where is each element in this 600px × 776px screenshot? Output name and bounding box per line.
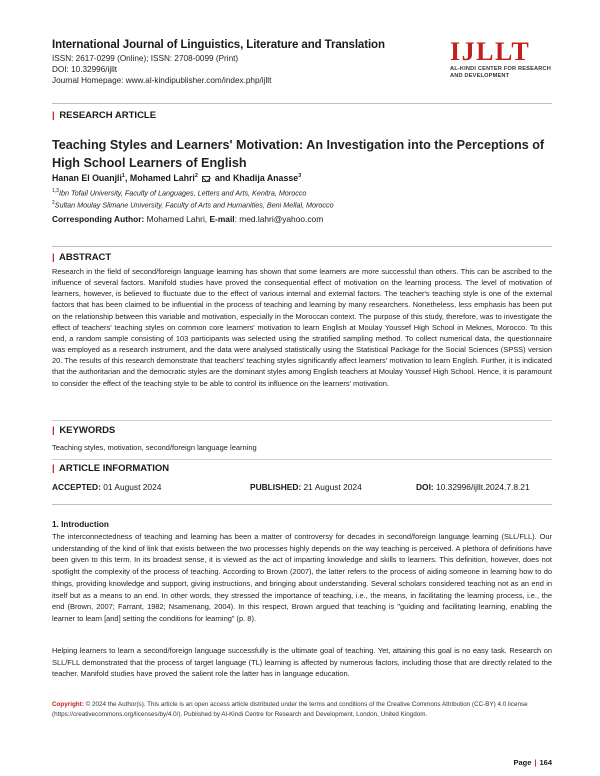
published-label: PUBLISHED:: [250, 482, 302, 492]
article-info-heading-text: ARTICLE INFORMATION: [58, 463, 170, 474]
journal-name: International Journal of Linguistics, Literature and Translation: [52, 39, 385, 51]
journal-header: [52, 38, 432, 86]
keywords-rule: [52, 420, 552, 421]
author-1: Hanan El Ouanjli: [52, 173, 122, 183]
accepted-date: [52, 482, 161, 492]
corresponding-author: [52, 214, 323, 224]
accepted-value: 01 August 2024: [103, 482, 162, 492]
email-label: E-mail: [209, 214, 235, 224]
abstract-text: Research in the field of second/foreign language learning has shown that some learners are more successful than others. This can be ascribed to the influence of several factors. Manifold studies have proved the consequential effect of motivation on the learning process. The level of motivation of learners, however, is believed to fluctuate due to the effect of various internal and external factors. The teacher's teaching style is one of the external factors that has been claimed to be influential in the process of teaching and learning by many researchers. Nonetheless, less emphasis has been put on the relationship between this variable and motivation, especially in the Moroccan context. The purpose of this study, therefore, was to investigate the effect of teachers' teaching styles on common core learners' motivation to learn English at Moulay Youssef High School in Meknes, Morocco. To this end, a random sample consisting of 103 participants was selected using the stratified sampling method. To collect numerical data, the questionnaire was employed as a research instrument, and the data were analysed statistically using the Statistical Package for the Social Sciences (SPSS) version 20. The results of this research demonstrate that teachers' teaching styles significantly affect learners' motivation to learn English. Further, it is indicated that the authoritarian and the democratic styles are the dominant styles among English teachers at Moulay Youssef High School. Hence, it is paramount to consider the effect of the teaching style to be able to control its influence on the learners' motivation.: [52, 267, 552, 388]
intro-paragraph-2: [52, 645, 552, 680]
intro-paragraph-1: [52, 531, 552, 625]
corresponding-label: Corresponding Author:: [52, 214, 145, 224]
journal-homepage[interactable]: Journal Homepage: www.al-kindipublisher.com/index.php/ijllt: [52, 76, 272, 85]
logo-subtitle-1: AL-KINDI CENTER FOR RESEARCH: [450, 66, 552, 72]
intro-paragraph-1-text: The interconnectedness of teaching and learning has been a matter of controversy for decades in second/foreign language learning (SLL/FLL). Our understanding of the kind of link that exists between the two processes highly depends on the way teaching is perceived. A plethora of definitions have been given to this term. In its broadest sense, it is viewed as the act of imparting knowledge and skills to learners. This definition, however, does not spotlight the complexity of the process of teaching. According to Brown (2007), the latter refers to the process of aiding someone in learning how to do things, providing knowledge and support, giving instructions, and bringing about understanding. Several scholars considered teaching not as an end in itself but as a means to an end. In other words, they stressed the importance of teaching, i.e., the means, in facilitating the learning process, i.e., the end (Brown, 2007; Farrant, 1982; Nsamenang, 2004). In this respect, Brown argued that teaching is "guiding and facilitating learning, enabling the learner to learn [and] setting the conditions for learning" (p. 8).: [52, 532, 552, 623]
article-info-rule: [52, 459, 552, 460]
author-3: and Khadija Anasse: [214, 173, 299, 183]
keywords-text: Teaching styles, motivation, second/foreign language learning: [52, 443, 257, 452]
affiliation-2-sup: 2: [52, 200, 55, 206]
doi-label: DOI:: [416, 482, 434, 492]
copyright-text: © 2024 the Author(s). This article is an open access article distributed under the terms and conditions of the Creative Commons Attribution (CC-BY) 4.0 license (https://creativecommons.org/licenses/by/4.0/). Published by Al-Kindi Centre for Research and Development, London, United Kingdom.: [52, 701, 528, 718]
logo-wordmark: IJLLT: [450, 37, 531, 66]
page-label: Page: [513, 758, 532, 767]
introduction-heading: 1. Introduction: [52, 520, 109, 529]
published-date: [250, 482, 362, 492]
author-3-sup: 3: [298, 173, 302, 180]
mail-icon[interactable]: [202, 176, 210, 182]
corresponding-name: Mohamed Lahri,: [146, 214, 208, 224]
page-number: [513, 758, 552, 767]
author-1-sup: 1: [121, 173, 125, 180]
affiliation-1: [52, 188, 306, 197]
article-title: Teaching Styles and Learners' Motivation: An Investigation into the Perceptions of High School Learners of English: [52, 138, 545, 170]
author-2-sup: 2: [194, 173, 198, 180]
affiliation-2-text: Sultan Moulay Slimane University, Faculty of Arts and Humanities, Beni Mellal, Morocco: [54, 200, 334, 210]
accent-bar: |: [52, 425, 55, 436]
author-separator: ,: [124, 173, 128, 183]
ijllt-logo: [450, 38, 562, 80]
info-bottom-rule: [52, 504, 552, 505]
abstract-heading-text: ABSTRACT: [58, 252, 112, 263]
header-divider: [52, 103, 552, 104]
intro-paragraph-2-text: Helping learners to learn a second/foreign language successfully is the ultimate goal of teaching. Yet, attaining this goal is no easy task. Research on SLL/FLL demonstrated that the process of target language (TL) learning is affected by numerous factors, including those that are directly related to the teacher. Manifold studies have proved the salient role the latter has in language education.: [52, 646, 552, 679]
author-2: Mohamed Lahri: [129, 173, 195, 183]
page-number-value: 164: [539, 758, 552, 767]
journal-doi: DOI: 10.32996/ijllt: [52, 65, 118, 74]
affiliation-2: [52, 200, 334, 209]
accent-bar: |: [52, 252, 55, 263]
copyright-footnote: [52, 700, 552, 719]
page-separator: |: [534, 758, 537, 767]
corresponding-email[interactable]: : med.lahri@yahoo.com: [234, 214, 324, 224]
article-info-heading: [52, 463, 169, 474]
accepted-label: ACCEPTED:: [52, 482, 101, 492]
accent-bar: |: [52, 110, 55, 121]
affiliation-1-sup: 1,3: [52, 188, 59, 194]
affiliation-1-text: Ibn Tofail University, Faculty of Languages, Letters and Arts, Kenitra, Morocco: [58, 188, 307, 198]
published-value: 21 August 2024: [303, 482, 362, 492]
abstract-top-rule: [52, 246, 552, 247]
keywords-heading: [52, 425, 115, 436]
author-list: [52, 173, 301, 183]
abstract-heading: [52, 252, 111, 263]
article-doi: [416, 482, 530, 492]
copyright-label: Copyright:: [52, 701, 84, 708]
doi-value[interactable]: 10.32996/ijllt.2024.7.8.21: [436, 482, 530, 492]
logo-subtitle-2: AND DEVELOPMENT: [450, 73, 510, 79]
accent-bar: |: [52, 463, 55, 474]
article-type-tag: [52, 110, 156, 121]
article-type: RESEARCH ARTICLE: [59, 110, 157, 121]
journal-issn: ISSN: 2617-0299 (Online); ISSN: 2708-0099 (Print): [52, 54, 239, 63]
keywords-heading-text: KEYWORDS: [59, 425, 116, 436]
